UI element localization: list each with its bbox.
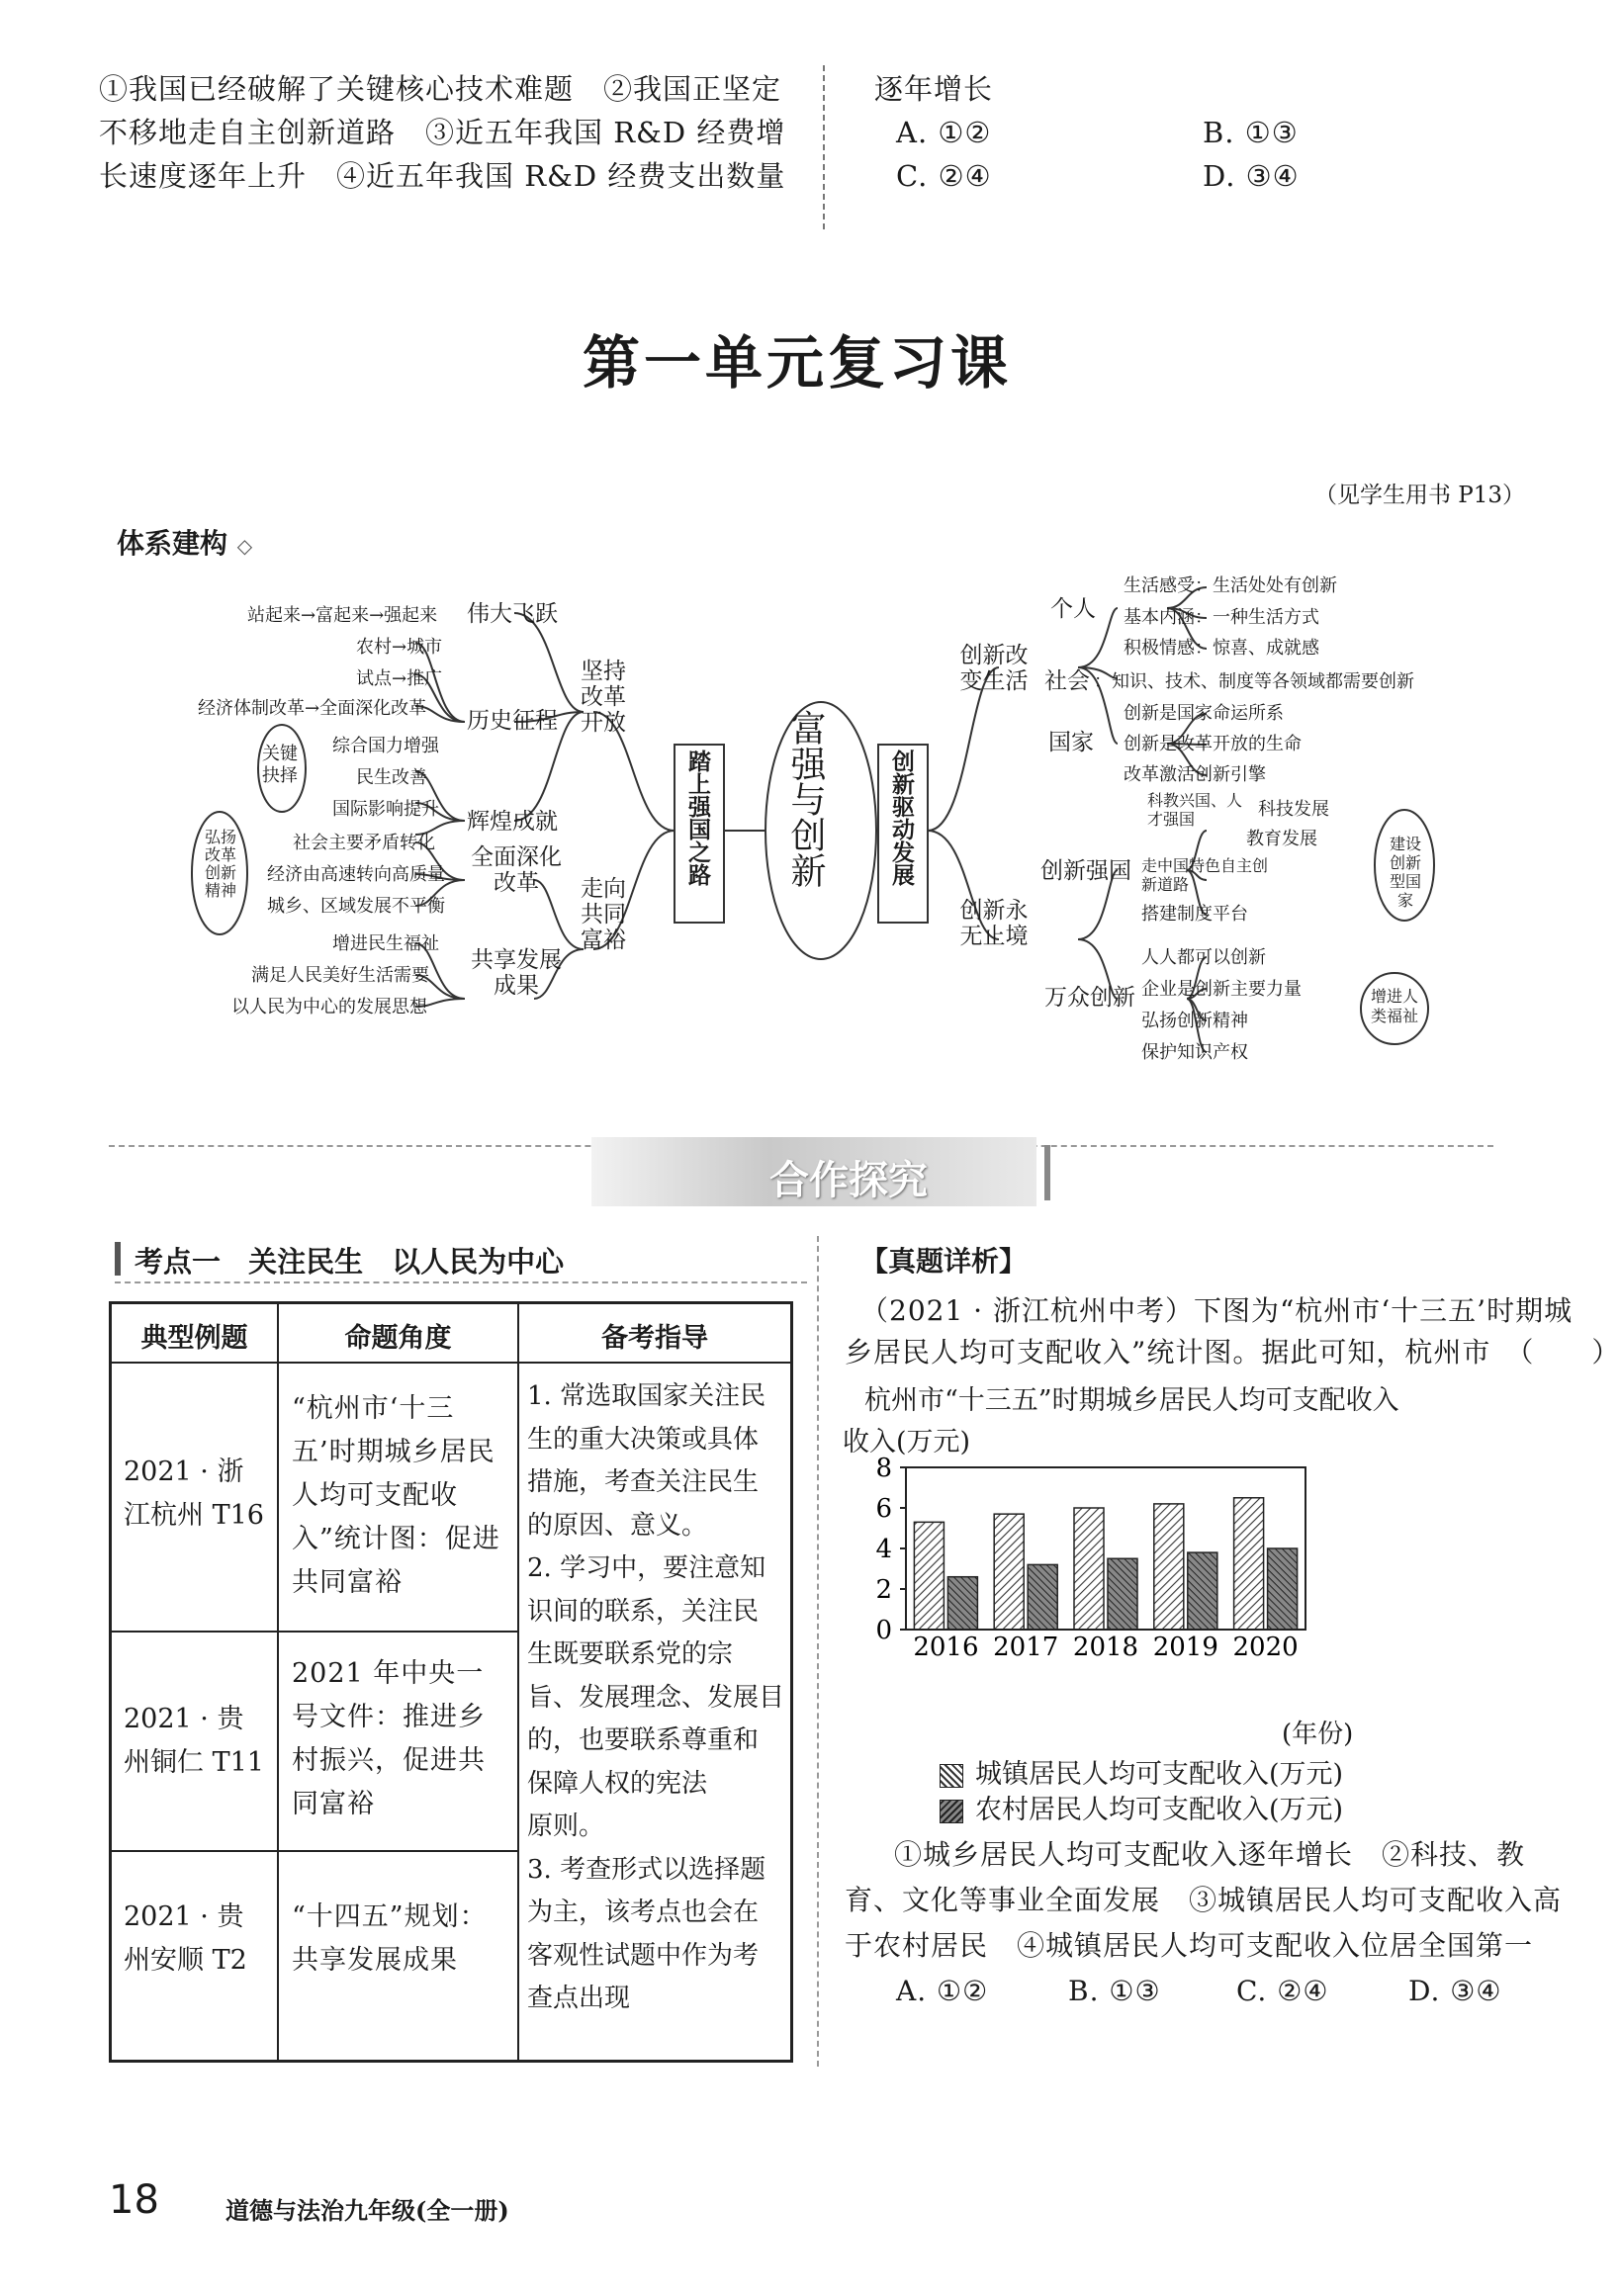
x-tick-label: 2019 — [1152, 1633, 1218, 1662]
table-vline — [517, 1304, 519, 2060]
mindmap-r-leaf: 生活感受：生活处处有创新 — [1124, 575, 1337, 596]
mindmap-oval-right-1: 建设创新型国家 — [1389, 835, 1421, 910]
mindmap-r-sub-3: 创新强国 — [1040, 858, 1131, 884]
kaodian-rule — [115, 1281, 807, 1283]
banner-bar — [1044, 1145, 1050, 1200]
mindmap-r-leaf: 教育发展 — [1246, 829, 1317, 849]
guide-line: 识间的联系，关注民 — [527, 1596, 760, 1627]
bar-urban-2018 — [1074, 1508, 1104, 1630]
top-question-line-2: 不移地走自主创新道路 ③近五年我国 R&D 经费增 — [99, 116, 786, 149]
bar-urban-2016 — [914, 1522, 944, 1630]
legend-label-urban: 城镇居民人均可支配收入(万元) — [975, 1759, 1344, 1790]
mindmap-r-leaf: 人人都可以创新 — [1141, 947, 1266, 968]
column-divider — [823, 65, 826, 229]
bar-rural-2018 — [1108, 1558, 1137, 1630]
bar-rural-2019 — [1188, 1552, 1217, 1630]
mindmap-r-leaf: 基本内涵：一种生活方式 — [1124, 607, 1319, 628]
mindmap-l1-1: 走向共同富裕 — [581, 876, 626, 953]
zhenti-statement-line: 育、文化等事业全面发展 ③城镇居民人均可支配收入高 — [845, 1884, 1563, 1916]
mindmap-l1b-0: 全面深化改革 — [471, 844, 562, 896]
bar-rural-2017 — [1028, 1564, 1057, 1630]
guide-line: 原则。 — [527, 1811, 605, 1841]
table-angle-cell: 2021 年中央一号文件：推进乡村振兴，促进共同富裕 — [292, 1658, 486, 1819]
column-divider-2 — [817, 1236, 819, 2067]
zhenti-option-b: B. ①③ — [1068, 1975, 1161, 2007]
mindmap-r-sub-1: 社会 — [1044, 668, 1090, 694]
mindmap-oval-left-2: 弘扬改革创新精神 — [204, 828, 236, 900]
legend-label-rural: 农村居民人均可支配收入(万元) — [975, 1795, 1344, 1825]
mindmap-leaf: 农村→城市 — [356, 637, 443, 658]
top-question-line-3: 长速度逐年上升 ④近五年我国 R&D 经费支出数量 — [99, 159, 786, 193]
guide-line: 客观性试题中作为考 — [527, 1940, 760, 1971]
y-tick-label: 2 — [875, 1575, 892, 1605]
guide-line: 措施，考查关注民生 — [527, 1467, 760, 1497]
guide-line: 3. 考查形式以选择题 — [527, 1854, 766, 1885]
mindmap-r-leaf: 弘扬创新精神 — [1141, 1011, 1248, 1031]
mindmap-oval-right-2: 增进人类福祉 — [1370, 987, 1418, 1025]
mindmap-leaf: 国际影响提升 — [332, 799, 439, 820]
x-tick-label: 2016 — [913, 1633, 979, 1662]
table-exam-cell: 2021 · 贵州安顺 T2 — [124, 1901, 247, 1976]
mindmap-center: 富强与创新 — [785, 710, 826, 888]
mindmap-leaf: 社会主要矛盾转化 — [293, 833, 435, 853]
chart-title: 杭州市“十三五”时期城乡居民人均可支配收入 — [864, 1385, 1399, 1416]
kaodian-marker — [115, 1242, 121, 1276]
x-tick-label: 2018 — [1072, 1633, 1139, 1662]
bar-urban-2020 — [1234, 1498, 1264, 1630]
table-hline — [112, 1631, 517, 1633]
table-hline — [112, 1850, 517, 1852]
mindmap-r-leaf: 走中国特色自主创新道路 — [1141, 856, 1269, 894]
mindmap-leaf: 站起来→富起来→强起来 — [247, 605, 438, 626]
guide-line: 的，也要联系尊重和 — [527, 1725, 760, 1755]
y-tick-label: 4 — [875, 1535, 892, 1564]
mindmap-leaf: 试点→推广 — [356, 668, 443, 689]
mindmap-r-leaf: 科教兴国、人才强国 — [1147, 791, 1243, 829]
mindmap-r-leaf: 积极情感：惊喜、成就感 — [1124, 638, 1319, 659]
guide-line: 2. 学习中，要注意知 — [527, 1553, 766, 1583]
y-tick-label: 0 — [875, 1616, 892, 1645]
mindmap-oval-left-1: 关键抉择 — [262, 744, 298, 786]
mindmap-leaf: 城乡、区域发展不平衡 — [267, 896, 445, 917]
guide-line: 1. 常选取国家关注民 — [527, 1381, 766, 1411]
reference-note: （见学生用书 P13） — [1313, 483, 1525, 508]
table-header-cell: 备考指导 — [601, 1323, 708, 1354]
legend-swatch-urban — [940, 1764, 963, 1788]
chart-ylabel: 收入(万元) — [843, 1427, 971, 1457]
mindmap-leaf: 综合国力增强 — [332, 736, 439, 756]
zhenti-option-c: C. ②④ — [1236, 1975, 1329, 2007]
legend-swatch-rural — [940, 1800, 963, 1823]
mindmap-leaf: 满足人民美好生活需要 — [251, 965, 429, 986]
zhenti-label: 【真题详析】 — [860, 1245, 1028, 1278]
zhenti-intro-line: （2021 · 浙江杭州中考）下图为“杭州市‘十三五’时期城 — [860, 1294, 1574, 1327]
zhenti-option-d: D. ③④ — [1408, 1975, 1502, 2007]
mindmap-leaf: 民生改善 — [356, 767, 427, 788]
table-angle-cell: “十四五”规划：共享发展成果 — [292, 1901, 488, 1976]
mindmap-left-branch: 踏上强国之路 — [684, 750, 711, 886]
zhenti-statement-line: ①城乡居民人均可支配收入逐年增长 ②科技、教 — [894, 1838, 1526, 1871]
x-tick-label: 2017 — [993, 1633, 1059, 1662]
page-number: 18 — [109, 2177, 159, 2223]
section-label-text: 体系建构 — [117, 527, 228, 560]
mindmap-r-leaf: 改革激活创新引擎 — [1124, 764, 1266, 785]
guide-line: 生的重大决策或具体 — [527, 1424, 760, 1455]
guide-line: 查点出现 — [527, 1984, 631, 2013]
top-option-d: D. ③④ — [1203, 159, 1300, 193]
mindmap-leaf: 经济体制改革→全面深化改革 — [198, 698, 427, 719]
table-header-cell: 命题角度 — [344, 1323, 452, 1354]
mindmap-r1-1: 创新永无止境 — [959, 898, 1029, 949]
bar-rural-2020 — [1268, 1548, 1298, 1630]
mindmap-r-sub-0: 个人 — [1050, 596, 1096, 622]
top-question-line-4: 逐年增长 — [874, 72, 994, 106]
top-question-line-1: ①我国已经破解了关键核心技术难题 ②我国正坚定 — [99, 72, 782, 106]
mindmap-l1a-2: 辉煌成就 — [467, 809, 558, 835]
mindmap-r-leaf: 创新是改革开放的生命 — [1124, 734, 1302, 754]
legend-item-urban — [940, 1752, 1343, 1791]
y-tick-label: 6 — [875, 1494, 892, 1524]
kaodian-heading — [135, 1240, 564, 1280]
exam-table — [109, 1301, 793, 2063]
legend-item-rural — [940, 1788, 1343, 1826]
mindmap-r-leaf: 企业是创新主要力量 — [1141, 979, 1302, 1000]
mindmap-l1a-0: 伟大飞跃 — [467, 601, 558, 627]
section-label — [117, 522, 252, 562]
bar-rural-2016 — [947, 1577, 977, 1630]
bar-urban-2019 — [1154, 1504, 1184, 1630]
guide-line: 的原因、意义。 — [527, 1510, 708, 1541]
mindmap-r-sub-4: 万众创新 — [1044, 985, 1135, 1011]
kaodian-label: 考点一 — [135, 1245, 222, 1279]
mindmap-r-leaf: 创新是国家命运所系 — [1124, 703, 1284, 724]
x-tick-label: 2020 — [1232, 1633, 1299, 1662]
mindmap-r-leaf: 科技发展 — [1258, 799, 1329, 820]
mindmap-r-leaf: 搭建制度平台 — [1141, 904, 1248, 925]
table-angle-cell: “杭州市‘十三五’时期城乡居民人均可支配收入”统计图：促进共同富裕 — [292, 1393, 500, 1598]
mindmap-l1-0: 坚持改革开放 — [581, 659, 626, 736]
table-guide-cell — [527, 1375, 786, 2021]
banner-title: 合作探究 — [769, 1158, 928, 1203]
table-header-cell: 典型例题 — [140, 1323, 248, 1354]
book-title: 道德与法治九年级(全一册) — [225, 2196, 509, 2225]
table-exam-cell: 2021 · 贵州铜仁 T11 — [124, 1704, 264, 1778]
top-option-c: C. ②④ — [896, 159, 992, 193]
mindmap-r-leaf: ：知识、技术、制度等各领域都需要创新 — [1094, 671, 1414, 692]
guide-line: 为主，该考点也会在 — [527, 1898, 760, 1927]
mindmap-r-leaf: 保护知识产权 — [1141, 1042, 1248, 1063]
table-vline — [277, 1304, 279, 2060]
guide-line: 保障人权的宪法 — [527, 1768, 708, 1799]
zhenti-statement-line: 于农村居民 ④城镇居民人均可支配收入位居全国第一 — [845, 1929, 1534, 1962]
income-bar-chart — [851, 1454, 1523, 1662]
zhenti-option-a: A. ①② — [896, 1975, 989, 2007]
top-option-b: B. ①③ — [1203, 116, 1299, 149]
bar-urban-2017 — [994, 1514, 1024, 1630]
top-option-a: A. ①② — [896, 116, 992, 149]
mindmap-r-sub-2: 国家 — [1048, 730, 1094, 755]
kaodian-title: 关注民生 以人民为中心 — [248, 1245, 565, 1279]
mindmap-l1b-1: 共享发展成果 — [471, 947, 562, 999]
mindmap-leaf: 以人民为中心的发展思想 — [231, 997, 427, 1017]
mindmap-leaf: 增进民生福祉 — [332, 933, 439, 954]
guide-line: 生既要联系党的宗 — [527, 1639, 734, 1669]
mindmap-leaf: 经济由高速转向高质量 — [267, 864, 445, 885]
y-tick-label: 8 — [875, 1454, 892, 1483]
mindmap-right-branch: 创新驱动发展 — [888, 750, 915, 886]
chart-xlabel: (年份) — [1282, 1720, 1354, 1749]
mindmap-l1a-1: 历史征程 — [467, 708, 558, 734]
zhenti-intro-line: 乡居民人均可支配收入”统计图。据此可知，杭州市 （ ） — [845, 1336, 1620, 1369]
banner — [591, 1137, 1036, 1206]
page-title: 第一单元复习课 — [582, 329, 1012, 397]
mindmap-r1-0: 创新改变生活 — [959, 643, 1029, 694]
diamond-arrow-icon: ◇ — [236, 534, 253, 558]
table-exam-cell: 2021 · 浙江杭州 T16 — [124, 1457, 264, 1531]
guide-line: 旨、发展理念、发展目 — [527, 1682, 785, 1713]
